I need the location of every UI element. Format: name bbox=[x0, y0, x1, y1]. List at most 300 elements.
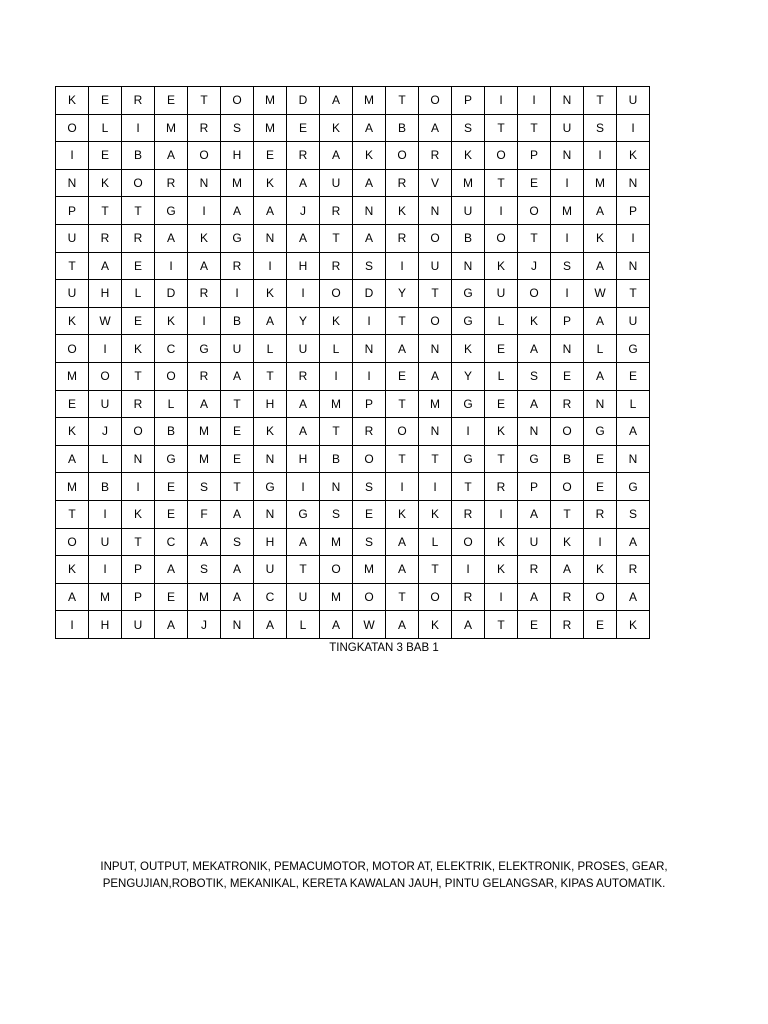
grid-cell: M bbox=[353, 87, 386, 115]
grid-cell: S bbox=[353, 252, 386, 280]
grid-row bbox=[56, 224, 650, 252]
grid-cell: T bbox=[485, 611, 518, 639]
grid-cell: A bbox=[188, 528, 221, 556]
grid-cell: K bbox=[320, 114, 353, 142]
grid-cell: M bbox=[89, 583, 122, 611]
grid-cell: K bbox=[155, 307, 188, 335]
grid-cell: I bbox=[617, 114, 650, 142]
grid-cell: G bbox=[452, 445, 485, 473]
grid-cell: K bbox=[188, 224, 221, 252]
grid-cell: I bbox=[122, 114, 155, 142]
grid-cell: A bbox=[419, 362, 452, 390]
grid-cell: T bbox=[386, 390, 419, 418]
grid-cell: T bbox=[485, 169, 518, 197]
grid-cell: H bbox=[89, 280, 122, 308]
grid-cell: B bbox=[551, 445, 584, 473]
grid-cell: K bbox=[122, 335, 155, 363]
grid-cell: B bbox=[386, 114, 419, 142]
grid-cell: N bbox=[617, 252, 650, 280]
grid-cell: G bbox=[287, 500, 320, 528]
grid-cell: R bbox=[320, 197, 353, 225]
grid-cell: E bbox=[518, 611, 551, 639]
grid-cell: T bbox=[584, 87, 617, 115]
grid-cell: E bbox=[89, 87, 122, 115]
grid-row bbox=[56, 307, 650, 335]
grid-cell: M bbox=[188, 445, 221, 473]
grid-row bbox=[56, 445, 650, 473]
grid-cell: N bbox=[617, 169, 650, 197]
grid-cell: E bbox=[155, 87, 188, 115]
word-list bbox=[55, 859, 713, 893]
grid-cell: E bbox=[155, 583, 188, 611]
grid-cell: A bbox=[254, 307, 287, 335]
grid-cell: M bbox=[188, 583, 221, 611]
grid-cell: L bbox=[320, 335, 353, 363]
grid-cell: A bbox=[155, 611, 188, 639]
grid-cell: I bbox=[122, 473, 155, 501]
grid-cell: A bbox=[287, 418, 320, 446]
grid-cell: R bbox=[485, 473, 518, 501]
grid-cell: O bbox=[320, 280, 353, 308]
grid-cell: E bbox=[485, 335, 518, 363]
grid-cell: O bbox=[485, 142, 518, 170]
grid-cell: R bbox=[122, 390, 155, 418]
grid-cell: D bbox=[287, 87, 320, 115]
grid-cell: O bbox=[386, 418, 419, 446]
grid-cell: U bbox=[485, 280, 518, 308]
grid-cell: L bbox=[155, 390, 188, 418]
grid-cell: E bbox=[584, 445, 617, 473]
grid-cell: B bbox=[89, 473, 122, 501]
grid-cell: A bbox=[56, 445, 89, 473]
grid-cell: N bbox=[419, 418, 452, 446]
grid-cell: O bbox=[419, 224, 452, 252]
grid-row bbox=[56, 87, 650, 115]
grid-cell: S bbox=[518, 362, 551, 390]
grid-cell: K bbox=[56, 87, 89, 115]
grid-cell: H bbox=[254, 390, 287, 418]
grid-cell: T bbox=[485, 114, 518, 142]
grid-cell: R bbox=[188, 280, 221, 308]
grid-cell: G bbox=[452, 307, 485, 335]
grid-cell: A bbox=[518, 500, 551, 528]
grid-cell: N bbox=[122, 445, 155, 473]
grid-cell: A bbox=[353, 114, 386, 142]
grid-cell: B bbox=[221, 307, 254, 335]
grid-cell: I bbox=[221, 280, 254, 308]
grid-cell: R bbox=[551, 611, 584, 639]
grid-cell: T bbox=[518, 114, 551, 142]
grid-row bbox=[56, 142, 650, 170]
word-search-grid bbox=[55, 86, 650, 639]
grid-cell: R bbox=[353, 418, 386, 446]
grid-cell: I bbox=[617, 224, 650, 252]
grid-row bbox=[56, 418, 650, 446]
grid-cell: K bbox=[452, 142, 485, 170]
grid-cell: N bbox=[221, 611, 254, 639]
grid-cell: P bbox=[452, 87, 485, 115]
grid-cell: R bbox=[452, 500, 485, 528]
grid-cell: G bbox=[221, 224, 254, 252]
grid-cell: E bbox=[287, 114, 320, 142]
grid-cell: V bbox=[419, 169, 452, 197]
grid-cell: P bbox=[518, 142, 551, 170]
grid-cell: L bbox=[89, 445, 122, 473]
grid-cell: A bbox=[188, 252, 221, 280]
grid-cell: E bbox=[89, 142, 122, 170]
grid-cell: K bbox=[254, 418, 287, 446]
grid-cell: M bbox=[419, 390, 452, 418]
grid-cell: A bbox=[320, 611, 353, 639]
grid-cell: J bbox=[518, 252, 551, 280]
grid-cell: O bbox=[419, 87, 452, 115]
grid-cell: R bbox=[419, 142, 452, 170]
grid-cell: N bbox=[551, 142, 584, 170]
grid-cell: S bbox=[353, 473, 386, 501]
grid-cell: T bbox=[221, 390, 254, 418]
grid-cell: W bbox=[89, 307, 122, 335]
grid-cell: U bbox=[419, 252, 452, 280]
grid-cell: N bbox=[254, 224, 287, 252]
grid-cell: E bbox=[56, 390, 89, 418]
grid-cell: A bbox=[254, 611, 287, 639]
grid-cell: K bbox=[254, 169, 287, 197]
grid-cell: T bbox=[89, 197, 122, 225]
grid-cell: U bbox=[287, 583, 320, 611]
grid-cell: R bbox=[386, 224, 419, 252]
grid-cell: S bbox=[188, 473, 221, 501]
grid-cell: A bbox=[221, 362, 254, 390]
grid-row bbox=[56, 611, 650, 639]
grid-cell: A bbox=[221, 500, 254, 528]
grid-cell: E bbox=[617, 362, 650, 390]
grid-cell: O bbox=[56, 528, 89, 556]
grid-cell: K bbox=[551, 528, 584, 556]
grid-cell: R bbox=[221, 252, 254, 280]
grid-cell: I bbox=[56, 142, 89, 170]
grid-cell: M bbox=[254, 114, 287, 142]
grid-cell: P bbox=[56, 197, 89, 225]
grid-cell: S bbox=[188, 556, 221, 584]
grid-cell: E bbox=[122, 252, 155, 280]
grid-cell: T bbox=[221, 473, 254, 501]
grid-cell: W bbox=[353, 611, 386, 639]
grid-cell: T bbox=[452, 473, 485, 501]
grid-cell: K bbox=[56, 556, 89, 584]
grid-cell: I bbox=[89, 500, 122, 528]
grid-cell: L bbox=[89, 114, 122, 142]
grid-cell: A bbox=[221, 556, 254, 584]
grid-cell: R bbox=[188, 114, 221, 142]
grid-cell: A bbox=[221, 197, 254, 225]
grid-cell: K bbox=[518, 307, 551, 335]
grid-cell: E bbox=[386, 362, 419, 390]
grid-cell: N bbox=[353, 335, 386, 363]
grid-cell: T bbox=[419, 445, 452, 473]
grid-cell: O bbox=[551, 473, 584, 501]
grid-cell: K bbox=[386, 500, 419, 528]
grid-cell: T bbox=[617, 280, 650, 308]
grid-cell: N bbox=[254, 500, 287, 528]
grid-row bbox=[56, 335, 650, 363]
grid-cell: O bbox=[122, 169, 155, 197]
grid-cell: S bbox=[617, 500, 650, 528]
grid-cell: Y bbox=[452, 362, 485, 390]
grid-cell: G bbox=[617, 335, 650, 363]
grid-cell: K bbox=[617, 611, 650, 639]
grid-cell: A bbox=[518, 583, 551, 611]
grid-cell: G bbox=[452, 280, 485, 308]
grid-cell: R bbox=[155, 169, 188, 197]
grid-cell: I bbox=[419, 473, 452, 501]
grid-cell: I bbox=[287, 473, 320, 501]
grid-cell: O bbox=[221, 87, 254, 115]
grid-cell: I bbox=[188, 197, 221, 225]
grid-cell: I bbox=[320, 362, 353, 390]
grid-cell: T bbox=[188, 87, 221, 115]
grid-cell: A bbox=[287, 528, 320, 556]
grid-cell: M bbox=[320, 583, 353, 611]
grid-cell: O bbox=[56, 335, 89, 363]
grid-cell: T bbox=[551, 500, 584, 528]
grid-cell: M bbox=[188, 418, 221, 446]
grid-cell: S bbox=[551, 252, 584, 280]
grid-cell: T bbox=[518, 224, 551, 252]
grid-cell: G bbox=[452, 390, 485, 418]
grid-cell: O bbox=[56, 114, 89, 142]
grid-cell: G bbox=[155, 197, 188, 225]
grid-cell: E bbox=[221, 445, 254, 473]
grid-cell: E bbox=[122, 307, 155, 335]
grid-cell: R bbox=[617, 556, 650, 584]
grid-cell: O bbox=[386, 142, 419, 170]
grid-cell: A bbox=[320, 142, 353, 170]
grid-cell: I bbox=[551, 169, 584, 197]
grid-cell: O bbox=[155, 362, 188, 390]
grid-cell: I bbox=[452, 556, 485, 584]
grid-cell: E bbox=[353, 500, 386, 528]
grid-row bbox=[56, 528, 650, 556]
grid-cell: K bbox=[617, 142, 650, 170]
grid-cell: U bbox=[221, 335, 254, 363]
grid-cell: N bbox=[551, 335, 584, 363]
grid-cell: U bbox=[89, 528, 122, 556]
grid-cell: P bbox=[122, 583, 155, 611]
grid-cell: R bbox=[584, 500, 617, 528]
grid-cell: A bbox=[386, 611, 419, 639]
grid-cell: O bbox=[518, 197, 551, 225]
grid-cell: I bbox=[485, 583, 518, 611]
grid-cell: A bbox=[386, 335, 419, 363]
grid-cell: J bbox=[287, 197, 320, 225]
grid-row bbox=[56, 280, 650, 308]
grid-cell: A bbox=[584, 197, 617, 225]
grid-cell: H bbox=[254, 528, 287, 556]
grid-cell: M bbox=[254, 87, 287, 115]
grid-cell: P bbox=[617, 197, 650, 225]
grid-cell: O bbox=[485, 224, 518, 252]
grid-cell: I bbox=[188, 307, 221, 335]
grid-cell: U bbox=[551, 114, 584, 142]
grid-cell: A bbox=[617, 528, 650, 556]
grid-row bbox=[56, 583, 650, 611]
word-list-line-2: PENGUJIAN,ROBOTIK, MEKANIKAL, KERETA KAWALAN JAUH, PINTU GELANGSAR, KIPAS AUTOMATIK. bbox=[102, 878, 666, 890]
grid-cell: A bbox=[287, 390, 320, 418]
word-list-line-1: INPUT, OUTPUT, MEKATRONIK, PEMACUMOTOR, MOTOR AT, ELEKTRIK, ELEKTRONIK, PROSES, GEAR, bbox=[100, 861, 668, 873]
grid-cell: A bbox=[155, 556, 188, 584]
grid-cell: A bbox=[551, 556, 584, 584]
grid-cell: K bbox=[89, 169, 122, 197]
grid-cell: A bbox=[584, 362, 617, 390]
grid-cell: P bbox=[353, 390, 386, 418]
grid-cell: T bbox=[320, 224, 353, 252]
word-search-grid-body bbox=[56, 87, 650, 639]
grid-cell: O bbox=[584, 583, 617, 611]
grid-cell: K bbox=[485, 556, 518, 584]
grid-cell: H bbox=[287, 445, 320, 473]
grid-cell: N bbox=[188, 169, 221, 197]
grid-cell: A bbox=[617, 583, 650, 611]
grid-cell: O bbox=[419, 583, 452, 611]
grid-cell: A bbox=[287, 224, 320, 252]
grid-cell: T bbox=[122, 197, 155, 225]
grid-cell: T bbox=[56, 500, 89, 528]
grid-cell: A bbox=[155, 224, 188, 252]
grid-cell: R bbox=[386, 169, 419, 197]
grid-cell: R bbox=[287, 362, 320, 390]
grid-cell: D bbox=[353, 280, 386, 308]
grid-cell: N bbox=[254, 445, 287, 473]
grid-cell: D bbox=[155, 280, 188, 308]
grid-cell: A bbox=[386, 556, 419, 584]
grid-cell: Y bbox=[386, 280, 419, 308]
grid-cell: K bbox=[254, 280, 287, 308]
grid-cell: K bbox=[419, 500, 452, 528]
grid-cell: K bbox=[419, 611, 452, 639]
grid-cell: S bbox=[320, 500, 353, 528]
grid-cell: E bbox=[254, 142, 287, 170]
grid-cell: E bbox=[155, 473, 188, 501]
grid-cell: R bbox=[122, 224, 155, 252]
grid-cell: H bbox=[221, 142, 254, 170]
grid-cell: I bbox=[452, 418, 485, 446]
grid-cell: A bbox=[89, 252, 122, 280]
grid-cell: K bbox=[584, 556, 617, 584]
grid-cell: N bbox=[518, 418, 551, 446]
grid-cell: T bbox=[254, 362, 287, 390]
grid-cell: A bbox=[518, 335, 551, 363]
grid-cell: E bbox=[551, 362, 584, 390]
grid-cell: F bbox=[188, 500, 221, 528]
grid-cell: S bbox=[584, 114, 617, 142]
grid-cell: Y bbox=[287, 307, 320, 335]
grid-cell: U bbox=[320, 169, 353, 197]
grid-cell: U bbox=[122, 611, 155, 639]
grid-cell: G bbox=[155, 445, 188, 473]
grid-cell: R bbox=[518, 556, 551, 584]
grid-cell: I bbox=[551, 280, 584, 308]
grid-cell: L bbox=[485, 307, 518, 335]
grid-cell: M bbox=[584, 169, 617, 197]
grid-cell: A bbox=[155, 142, 188, 170]
grid-cell: U bbox=[287, 335, 320, 363]
grid-cell: E bbox=[485, 390, 518, 418]
grid-cell: O bbox=[122, 418, 155, 446]
grid-cell: I bbox=[89, 335, 122, 363]
grid-cell: R bbox=[452, 583, 485, 611]
grid-cell: A bbox=[617, 418, 650, 446]
grid-cell: R bbox=[188, 362, 221, 390]
grid-cell: T bbox=[122, 362, 155, 390]
grid-cell: A bbox=[56, 583, 89, 611]
grid-cell: I bbox=[485, 500, 518, 528]
grid-cell: A bbox=[221, 583, 254, 611]
grid-cell: B bbox=[320, 445, 353, 473]
grid-cell: O bbox=[419, 307, 452, 335]
grid-cell: T bbox=[419, 280, 452, 308]
grid-cell: E bbox=[584, 473, 617, 501]
grid-cell: K bbox=[320, 307, 353, 335]
grid-cell: G bbox=[617, 473, 650, 501]
grid-cell: A bbox=[419, 114, 452, 142]
grid-cell: K bbox=[485, 252, 518, 280]
grid-cell: O bbox=[320, 556, 353, 584]
grid-cell: G bbox=[254, 473, 287, 501]
grid-cell: T bbox=[386, 445, 419, 473]
grid-cell: P bbox=[551, 307, 584, 335]
grid-cell: I bbox=[551, 224, 584, 252]
grid-cell: E bbox=[518, 169, 551, 197]
grid-cell: B bbox=[452, 224, 485, 252]
grid-cell: U bbox=[518, 528, 551, 556]
grid-row bbox=[56, 500, 650, 528]
grid-cell: K bbox=[56, 418, 89, 446]
grid-cell: G bbox=[188, 335, 221, 363]
grid-cell: O bbox=[353, 445, 386, 473]
grid-cell: U bbox=[617, 307, 650, 335]
grid-cell: J bbox=[188, 611, 221, 639]
grid-cell: N bbox=[320, 473, 353, 501]
grid-cell: A bbox=[386, 528, 419, 556]
grid-cell: S bbox=[353, 528, 386, 556]
grid-cell: I bbox=[584, 142, 617, 170]
grid-cell: R bbox=[287, 142, 320, 170]
grid-cell: K bbox=[386, 197, 419, 225]
grid-cell: N bbox=[419, 335, 452, 363]
grid-cell: O bbox=[452, 528, 485, 556]
grid-cell: U bbox=[452, 197, 485, 225]
grid-cell: L bbox=[617, 390, 650, 418]
grid-caption: TINGKATAN 3 BAB 1 bbox=[329, 642, 439, 654]
grid-cell: I bbox=[287, 280, 320, 308]
grid-cell: L bbox=[485, 362, 518, 390]
grid-cell: T bbox=[485, 445, 518, 473]
grid-cell: I bbox=[155, 252, 188, 280]
grid-cell: A bbox=[188, 390, 221, 418]
grid-cell: R bbox=[122, 87, 155, 115]
grid-cell: A bbox=[452, 611, 485, 639]
grid-row bbox=[56, 197, 650, 225]
grid-cell: M bbox=[353, 556, 386, 584]
grid-cell: H bbox=[89, 611, 122, 639]
grid-row bbox=[56, 556, 650, 584]
grid-cell: U bbox=[89, 390, 122, 418]
grid-cell: M bbox=[551, 197, 584, 225]
grid-cell: S bbox=[221, 114, 254, 142]
grid-row bbox=[56, 473, 650, 501]
grid-cell: T bbox=[287, 556, 320, 584]
grid-cell: T bbox=[386, 307, 419, 335]
